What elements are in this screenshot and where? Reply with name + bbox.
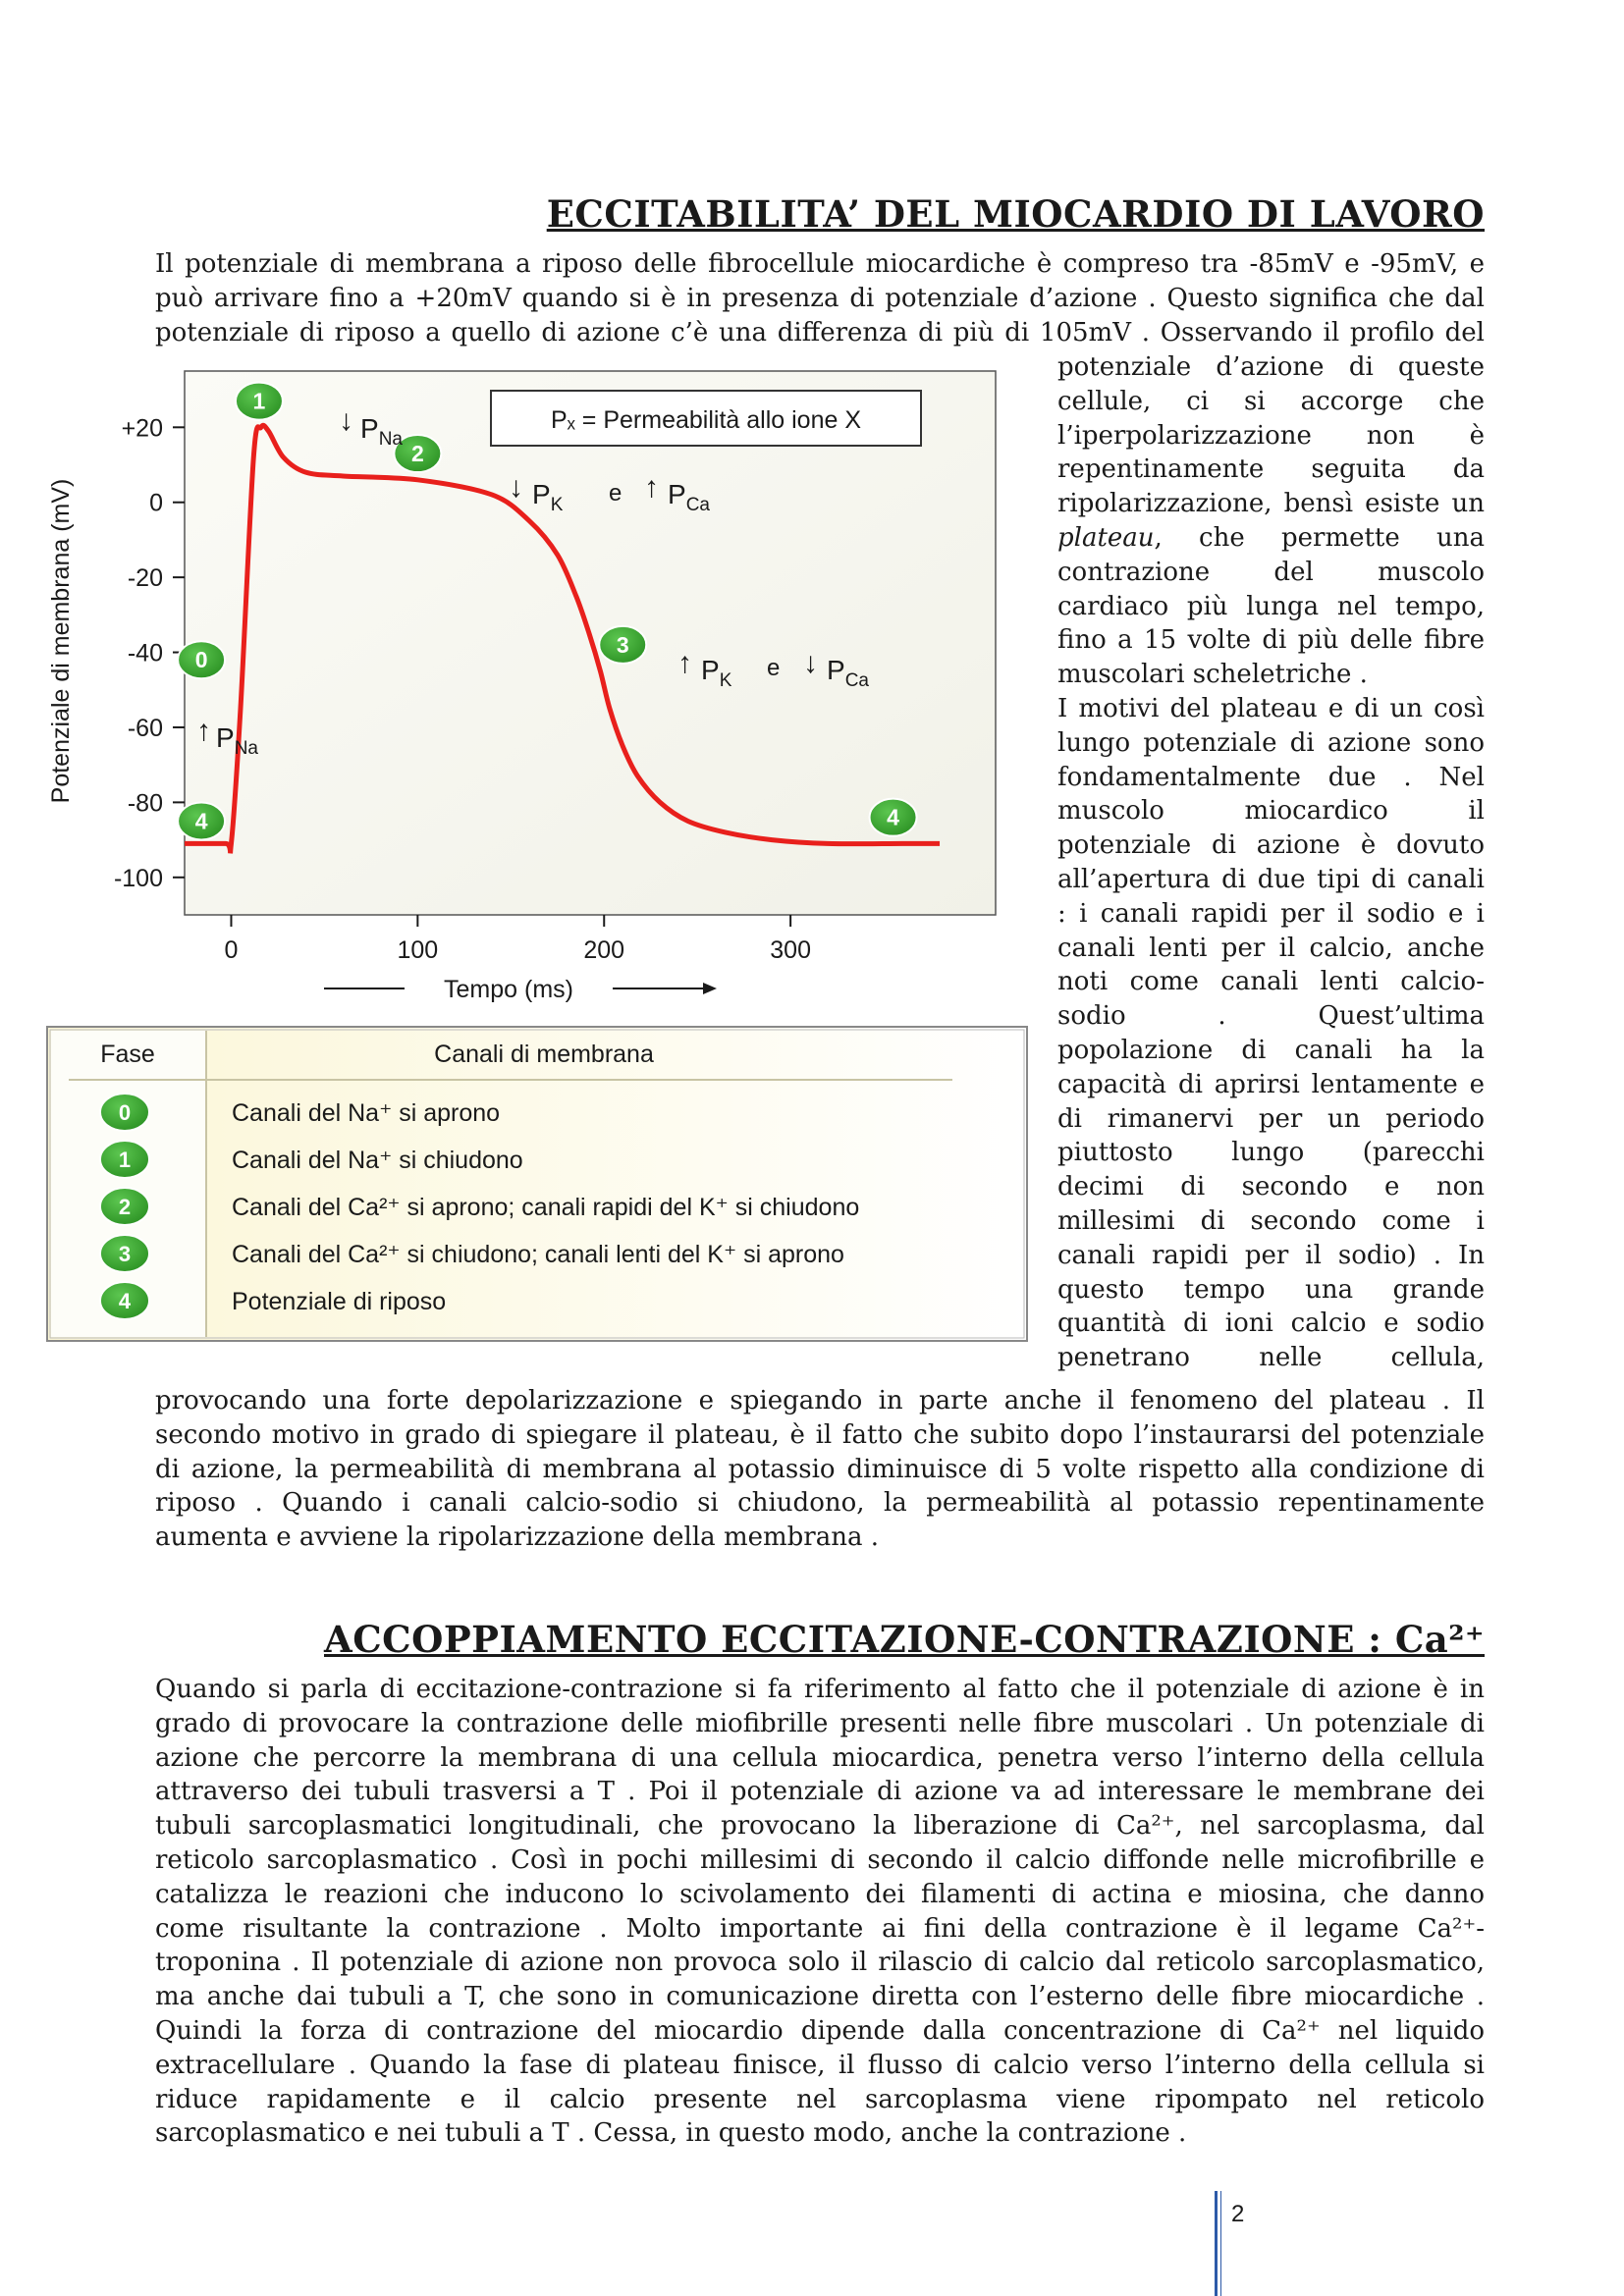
text-line: potenziale di riposo a quello di azione c’è una differenza di più di 105mV . Osservando il profilo del <box>155 317 1485 347</box>
text-line: repentinamente seguita da <box>1057 454 1485 485</box>
intro-paragraph <box>155 247 1485 349</box>
action-potential-chart <box>39 363 1029 1345</box>
x-axis <box>225 915 811 964</box>
y-axis <box>114 414 185 891</box>
text-line: fino a 15 volte di più delle fibre <box>1057 625 1485 656</box>
phase-marker-label: 0 <box>194 647 208 673</box>
text-line: noti come canali lenti calcio- <box>1057 967 1485 997</box>
svg-text:PNa: $P_{Na}$ <box>216 722 258 759</box>
phase-marker-label: 2 <box>410 441 424 467</box>
text-line: : i canali rapidi per il sodio e i <box>1057 898 1485 929</box>
text-line: I motivi del plateau e di un così <box>1057 693 1485 723</box>
svg-text:e: e <box>609 480 623 507</box>
text-line: Quindi la forza di contrazione del miocardio dipende dalla concentrazione di Ca²⁺ nel liquido <box>155 2015 1485 2046</box>
svg-text:e: e <box>767 655 781 681</box>
text-line: lungo potenziale di azione sono <box>1057 727 1485 758</box>
svg-text:PNa: $P_{Na}$ <box>360 413 403 450</box>
table-channel-text: Canali del Ca²⁺ si aprono; canali rapidi del K⁺ si chiudono <box>232 1194 860 1221</box>
text-line: muscolari scheletriche . <box>1057 660 1368 690</box>
y-tick-label: -80 <box>127 789 163 818</box>
y-tick-label: +20 <box>121 414 163 443</box>
svg-text:↑: ↑ <box>644 471 659 504</box>
phase-table <box>47 1027 1027 1341</box>
text-line: sodio . Quest’ultima <box>1057 1001 1485 1032</box>
x-tick-label: 200 <box>583 936 625 964</box>
svg-text:↓: ↓ <box>803 647 818 679</box>
text-line: contrazione del muscolo <box>1057 557 1485 587</box>
text-line: piuttosto lungo (parecchi <box>1057 1138 1485 1168</box>
side-column-paragraph <box>1057 350 1485 1375</box>
text-line: Il potenziale di membrana a riposo delle fibrocellule miocardiche è compreso tra -85mV e -95mV, e <box>155 249 1485 279</box>
text-line: secondo motivo in grado di spiegare il plateau, è il fatto che subito dopo l’instaurarsi del potenziale <box>155 1419 1485 1450</box>
text-line: fondamentalmente due . Nel <box>1057 762 1485 792</box>
table-phase-number: 4 <box>118 1289 132 1313</box>
svg-text:PK: $P_K$ <box>701 655 732 691</box>
page-number-bar-thin <box>1220 2191 1221 2296</box>
text-line: come risultante la contrazione . Molto importante ai fini della contrazione è il legame Ca²⁺- <box>155 1913 1485 1944</box>
svg-text:PK: $P_K$ <box>532 479 564 515</box>
phase-marker <box>178 641 225 678</box>
section2-paragraph <box>155 1673 1485 2151</box>
y-tick-label: -60 <box>127 714 163 742</box>
text-line: di rimanervi per un periodo <box>1057 1103 1485 1134</box>
y-tick-label: -100 <box>113 864 163 892</box>
text-line: potenziale di azione è dovuto <box>1057 830 1485 861</box>
section-title-eccitabilita: ECCITABILITA’ DEL MIOCARDIO DI LAVORO <box>546 192 1485 236</box>
text-line: Quando si parla di eccitazione-contrazione si fa riferimento al fatto che il potenziale di azione è in <box>155 1675 1485 1704</box>
text-line: extracellulare . Quando la fase di plateau finisce, il flusso di calcio verso l’interno della cellula si <box>155 2050 1485 2080</box>
text-line: può arrivare fino a +20mV quando si è in presenza di potenziale d’azione . Questo significa che dal <box>155 283 1485 313</box>
table-channel-text: Canali del Na⁺ si aprono <box>232 1099 501 1127</box>
phase-marker <box>236 383 283 420</box>
x-axis-label-group <box>324 976 717 1003</box>
text-line: all’apertura di due tipi di canali <box>1057 864 1485 894</box>
text-line: di azione, la permeabilità di membrana al potassio diminuisce di 5 volte rispetto alla condizione di <box>155 1454 1485 1484</box>
table-header-channels: Canali di membrana <box>434 1041 654 1068</box>
y-tick-label: -40 <box>127 639 163 667</box>
svg-text:PCa: $P_{Ca}$ <box>668 479 710 515</box>
after-figure-paragraph <box>155 1384 1485 1555</box>
text-line: troponina . Il potenziale di azione non provoca solo il rilascio di calcio dal reticolo sarcoplasmatico, <box>155 1948 1485 1978</box>
text-line: sarcoplasmatico e nei tubuli a T . Cessa, in questo modo, anche la contrazione . <box>155 2118 1187 2149</box>
section-title-accoppiamento: ACCOPPIAMENTO ECCITAZIONE-CONTRAZIONE : Ca²⁺ <box>324 1618 1485 1661</box>
text-line: muscolo miocardico il <box>1057 796 1485 827</box>
y-axis-label: Potenziale di membrana (mV) <box>47 478 75 804</box>
text-line: penetrano nelle cellula, <box>1057 1343 1485 1373</box>
y-tick-label: 0 <box>149 489 163 517</box>
table-phase-number: 2 <box>118 1195 132 1219</box>
text-line: l’iperpolarizzazione non è <box>1057 420 1485 451</box>
page-number: 2 <box>1231 2201 1245 2227</box>
text-line: capacità di aprirsi lentamente e <box>1057 1069 1485 1099</box>
text-line: questo tempo una grande <box>1057 1274 1485 1305</box>
table-channel-text: Potenziale di riposo <box>232 1288 447 1315</box>
text-line: riduce rapidamente e il calcio presente nel sarcoplasma viene ripompato nel reticolo <box>155 2084 1485 2114</box>
phase-marker-label: 3 <box>616 631 629 658</box>
text-line: cardiaco più lunga nel tempo, <box>1057 591 1485 621</box>
permeability-legend <box>491 391 921 446</box>
text-line: cellule, ci si accorge che <box>1057 386 1485 416</box>
x-tick-label: 300 <box>770 936 811 964</box>
table-phase-number: 3 <box>118 1242 132 1266</box>
text-line: potenziale d’azione di queste <box>1057 352 1485 382</box>
action-potential-figure <box>39 363 1029 1345</box>
svg-text:↑: ↑ <box>677 647 692 679</box>
text-line: tubuli sarcoplasmatici longitudinali, che provocano la liberazione di Ca²⁺, nel sarcoplasma, dal <box>155 1811 1485 1842</box>
text-line: canali rapidi per il sodio) . In <box>1057 1240 1485 1270</box>
table-channel-text: Canali del Ca²⁺ si chiudono; canali lenti del K⁺ si aprono <box>232 1241 844 1268</box>
text-line: decimi di secondo e non <box>1057 1172 1485 1202</box>
phase-marker <box>178 802 225 839</box>
y-tick-label: -20 <box>127 564 163 593</box>
text-line: reticolo sarcoplasmatico . Così in pochi millesimi di secondo il calcio diffonde nelle microfibrille e <box>155 1844 1485 1875</box>
x-tick-label: 0 <box>224 936 239 964</box>
text-line: aumenta e avviene la ripolarizzazione della membrana . <box>155 1522 879 1553</box>
text-line: catalizza le reazioni che inducono lo scivolamento dei filamenti di actina e miosina, che danno <box>155 1879 1485 1909</box>
text-line: provocando una forte depolarizzazione e spiegando in parte anche il fenomeno del plateau . Il <box>155 1386 1485 1415</box>
text-line: plateau, che permette una <box>1057 522 1485 553</box>
svg-text:↓: ↓ <box>509 471 523 504</box>
x-tick-label: 100 <box>397 936 439 964</box>
text-line: popolazione di canali ha la <box>1057 1035 1485 1065</box>
svg-text:↓: ↓ <box>339 404 353 437</box>
phase-marker-label: 1 <box>252 388 266 414</box>
legend-text: Pₓ = Permeabilità allo ione X <box>550 406 862 434</box>
svg-text:↑: ↑ <box>196 715 211 747</box>
table-header-phase: Fase <box>100 1041 155 1068</box>
phase-marker <box>599 626 646 664</box>
table-phase-number: 1 <box>118 1148 132 1172</box>
text-line: attraverso dei tubuli trasversi a T . Poi il potenziale di azione va ad interessare le membrane dei <box>155 1777 1485 1807</box>
text-line: riposo . Quando i canali calcio-sodio si chiudono, la permeabilità al potassio repentinamente <box>155 1488 1485 1519</box>
page-number-bar <box>1215 2191 1218 2296</box>
text-line: quantità di ioni calcio e sodio <box>1057 1308 1485 1339</box>
text-line: ripolarizzazione, bensì esiste un <box>1057 489 1485 519</box>
table-phase-number: 0 <box>118 1100 132 1125</box>
phase-marker <box>870 799 917 836</box>
phase-marker-label: 4 <box>887 804 899 830</box>
svg-text:PCa: $P_{Ca}$ <box>827 655 869 691</box>
phase-marker-label: 4 <box>194 808 208 834</box>
text-line: grado di provocare la contrazione delle miofibrille presenti nelle fibre muscolari . Un potenziale di <box>155 1708 1485 1738</box>
text-line: millesimi di secondo come i <box>1057 1205 1485 1236</box>
table-channel-text: Canali del Na⁺ si chiudono <box>232 1147 523 1174</box>
x-axis-label: Tempo (ms) <box>444 976 573 1003</box>
text-line: azione che percorre la membrana di una cellula miocardica, penetra verso l’interno della cellula <box>155 1742 1485 1773</box>
text-line: canali lenti per il calcio, anche <box>1057 933 1485 963</box>
text-line: ma anche dai tubuli a T, che sono in comunicazione diretta con l’esterno delle fibre miocardiche . <box>155 1982 1485 2012</box>
